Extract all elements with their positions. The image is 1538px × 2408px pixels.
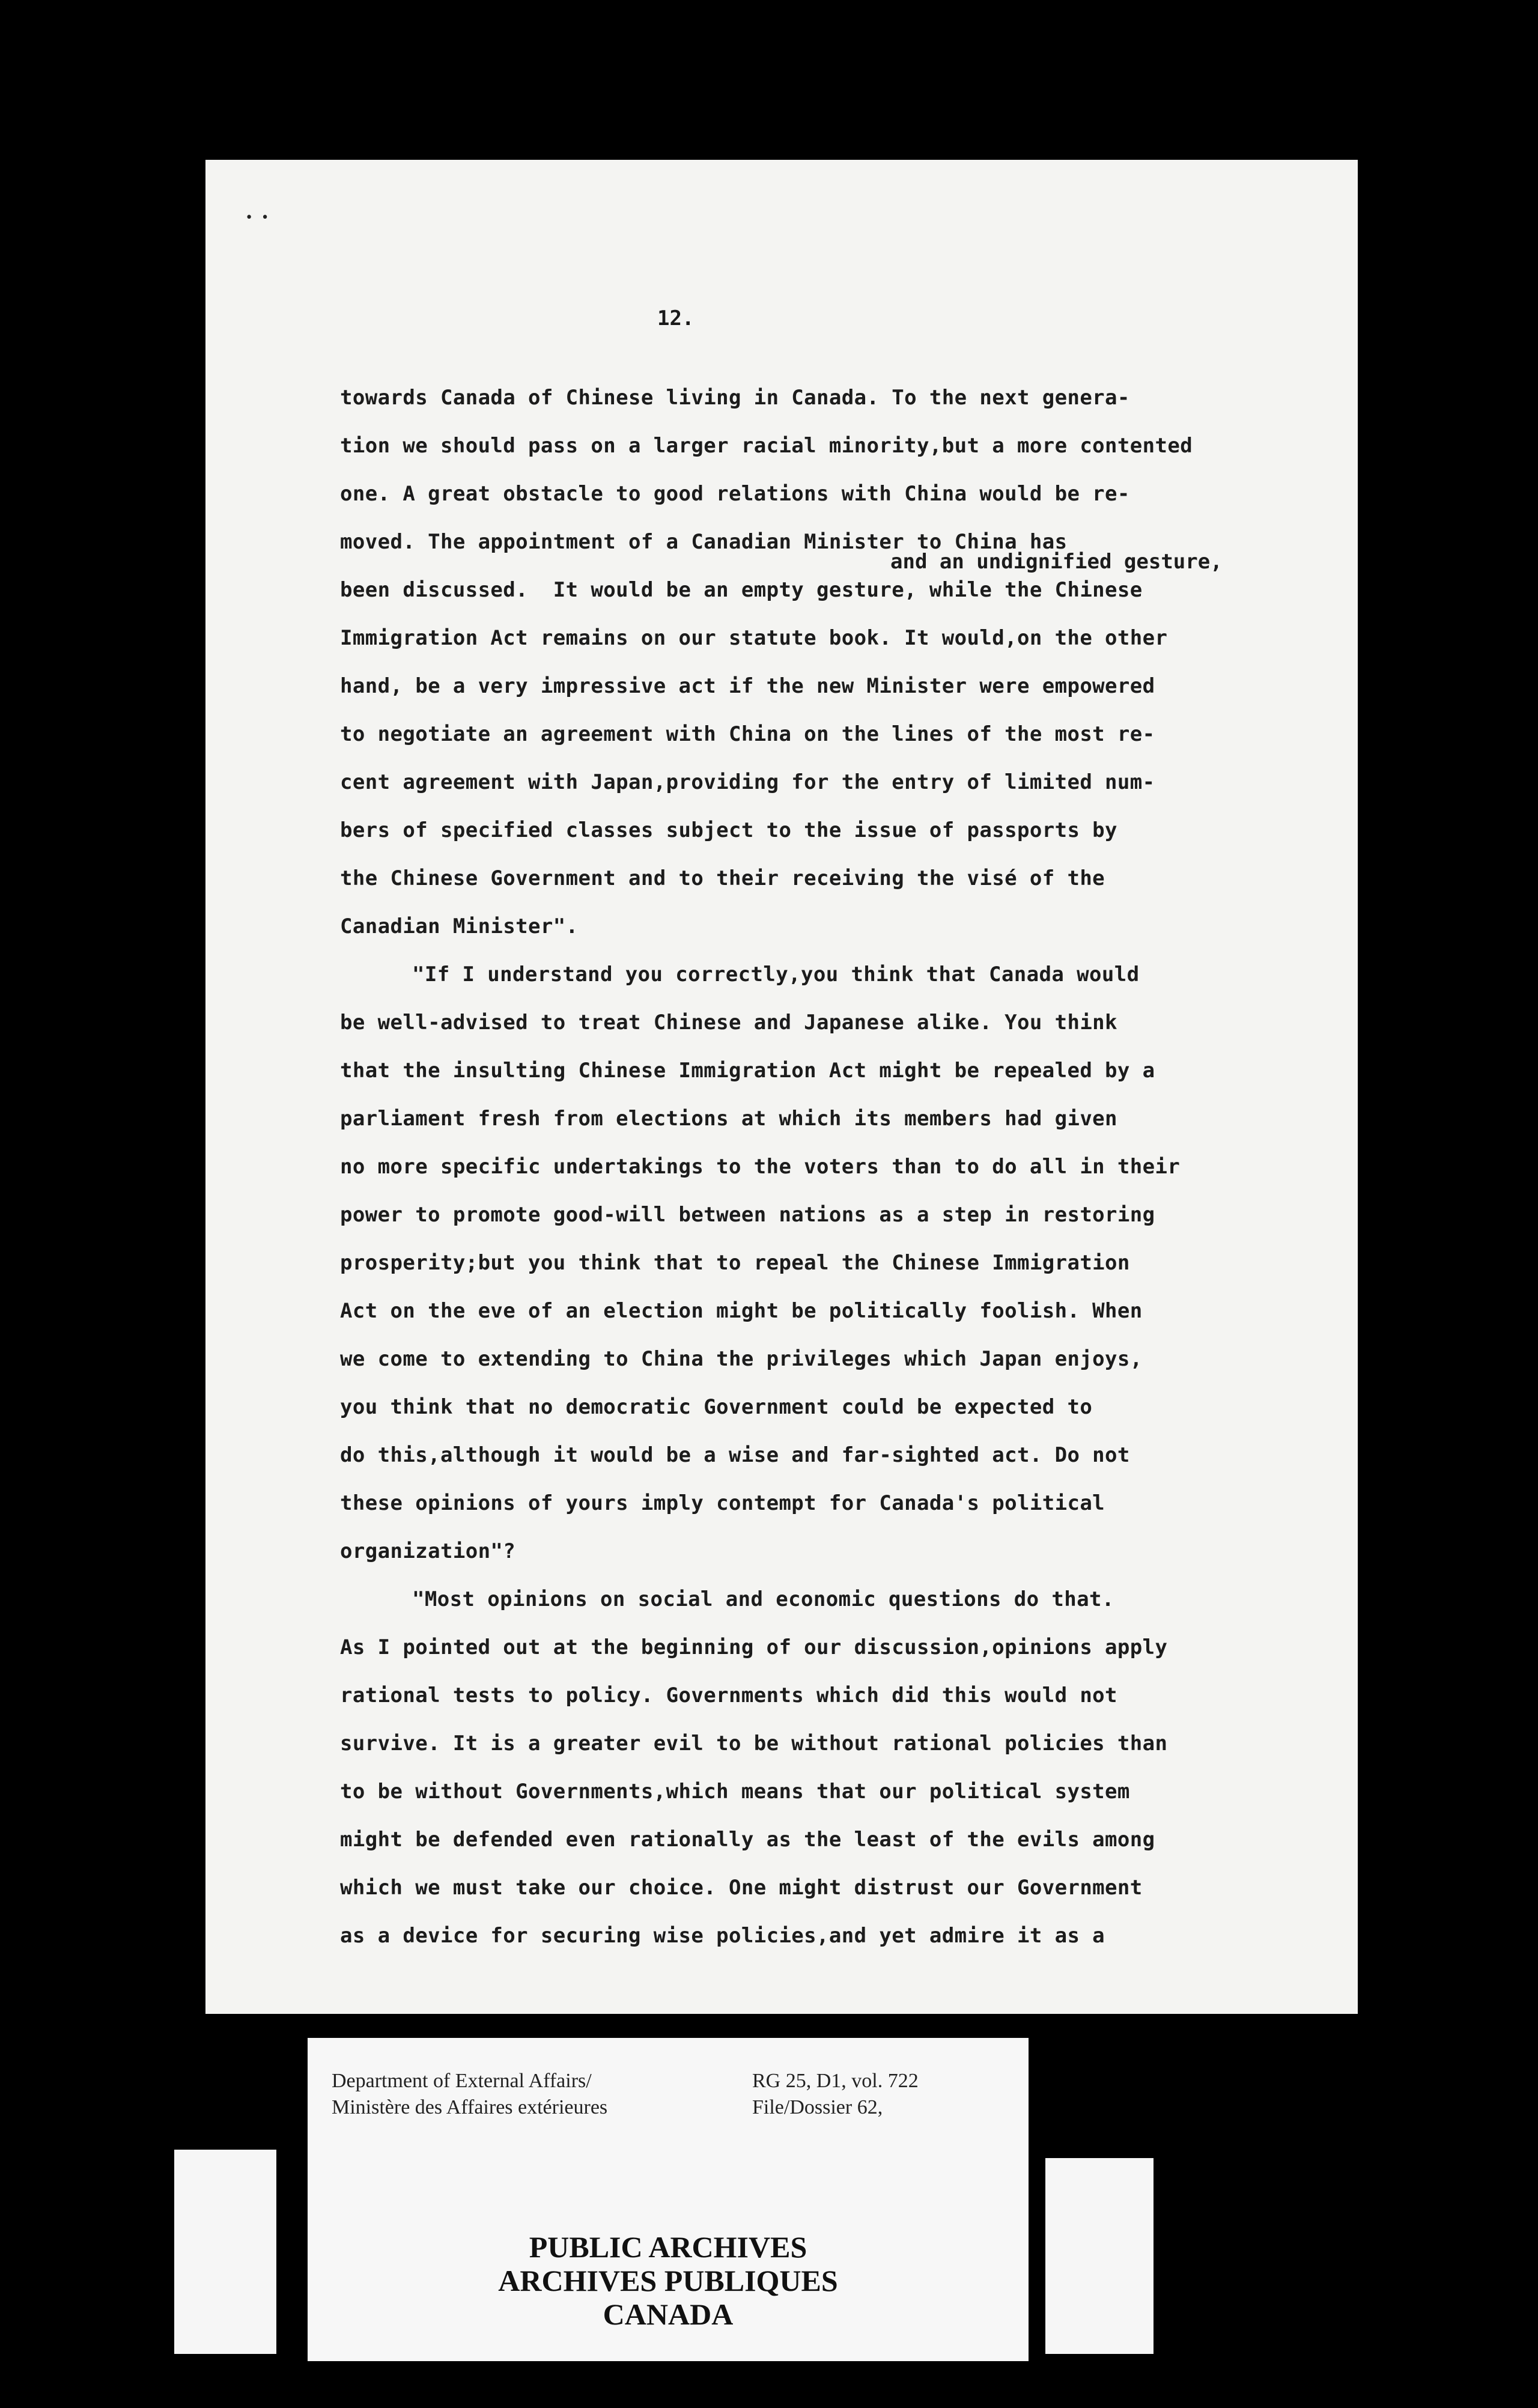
text-line: tion we should pass on a larger racial minority,but a more contented [340, 434, 1193, 458]
text-line: no more specific undertakings to the voters than to do all in their [340, 1155, 1181, 1179]
label-tab-right [1045, 2158, 1154, 2354]
typed-text-block [340, 374, 1337, 1960]
text-line: to negotiate an agreement with China on the lines of the most re- [340, 722, 1155, 746]
text-line: which we must take our choice. One might distrust our Government [340, 1876, 1143, 1900]
text-line: cent agreement with Japan,providing for the entry of limited num- [340, 770, 1155, 794]
text-line: organization"? [340, 1539, 516, 1563]
archive-label [308, 2038, 1029, 2361]
reference-block [752, 2068, 919, 2121]
reference-number: RG 25, D1, vol. 722 [752, 2070, 919, 2092]
text-line: towards Canada of Chinese living in Canada. To the next genera- [340, 386, 1130, 410]
text-line: to be without Governments,which means that our political system [340, 1780, 1130, 1804]
page-specks: • • [245, 210, 269, 225]
text-line: hand, be a very impressive act if the new Minister were empowered [340, 674, 1155, 698]
department-fr: Ministère des Affaires extérieures [332, 2096, 608, 2118]
text-line: Act on the eve of an election might be politically foolish. When [340, 1299, 1143, 1323]
text-line: might be defended even rationally as the least of the evils among [340, 1828, 1155, 1852]
text-line: been discussed. It would be an empty gesture, while the Chinese [340, 578, 1143, 602]
text-line: you think that no democratic Government could be expected to [340, 1395, 1093, 1419]
text-line: Canadian Minister". [340, 914, 579, 938]
label-tab-left [174, 2150, 276, 2354]
stamp-line-2: ARCHIVES PUBLIQUES [498, 2264, 838, 2297]
text-line: As I pointed out at the beginning of our discussion,opinions apply [340, 1635, 1168, 1659]
text-line: we come to extending to China the privileges which Japan enjoys, [340, 1347, 1143, 1371]
text-line: these opinions of yours imply contempt for Canada's political [340, 1491, 1105, 1515]
text-line: rational tests to policy. Governments which did this would not [340, 1683, 1117, 1707]
text-line: prosperity;but you think that to repeal the Chinese Immigration [340, 1251, 1130, 1275]
text-line: the Chinese Government and to their receiving the visé of the [340, 866, 1105, 890]
text-line: be well-advised to treat Chinese and Japanese alike. You think [340, 1011, 1117, 1035]
text-line: moved. The appointment of a Canadian Minister to China has [340, 530, 1068, 554]
text-line: Immigration Act remains on our statute book. It would,on the other [340, 626, 1168, 650]
stamp-line-1: PUBLIC ARCHIVES [529, 2230, 807, 2264]
interlinear-insertion: and an undignified gesture, [890, 550, 1223, 574]
text-line: power to promote good-will between nations as a step in restoring [340, 1203, 1155, 1227]
archives-stamp [308, 2230, 1029, 2331]
text-line: bers of specified classes subject to the issue of passports by [340, 818, 1117, 842]
text-line: as a device for securing wise policies,and yet admire it as a [340, 1924, 1105, 1948]
stamp-line-3: CANADA [603, 2297, 734, 2331]
file-number: File/Dossier 62, [752, 2096, 883, 2118]
text-line: "If I understand you correctly,you think that Canada would [412, 962, 1140, 987]
text-line: do this,although it would be a wise and far-sighted act. Do not [340, 1443, 1130, 1467]
department-en: Department of External Affairs/ [332, 2070, 592, 2092]
department-block [332, 2068, 607, 2121]
text-line: survive. It is a greater evil to be without rational policies than [340, 1732, 1168, 1756]
text-line: one. A great obstacle to good relations with China would be re- [340, 482, 1130, 506]
text-line: "Most opinions on social and economic questions do that. [412, 1587, 1114, 1611]
text-line: parliament fresh from elections at which its members had given [340, 1107, 1117, 1131]
text-line: that the insulting Chinese Immigration Act might be repealed by a [340, 1059, 1155, 1083]
page-number: 12. [657, 306, 695, 330]
